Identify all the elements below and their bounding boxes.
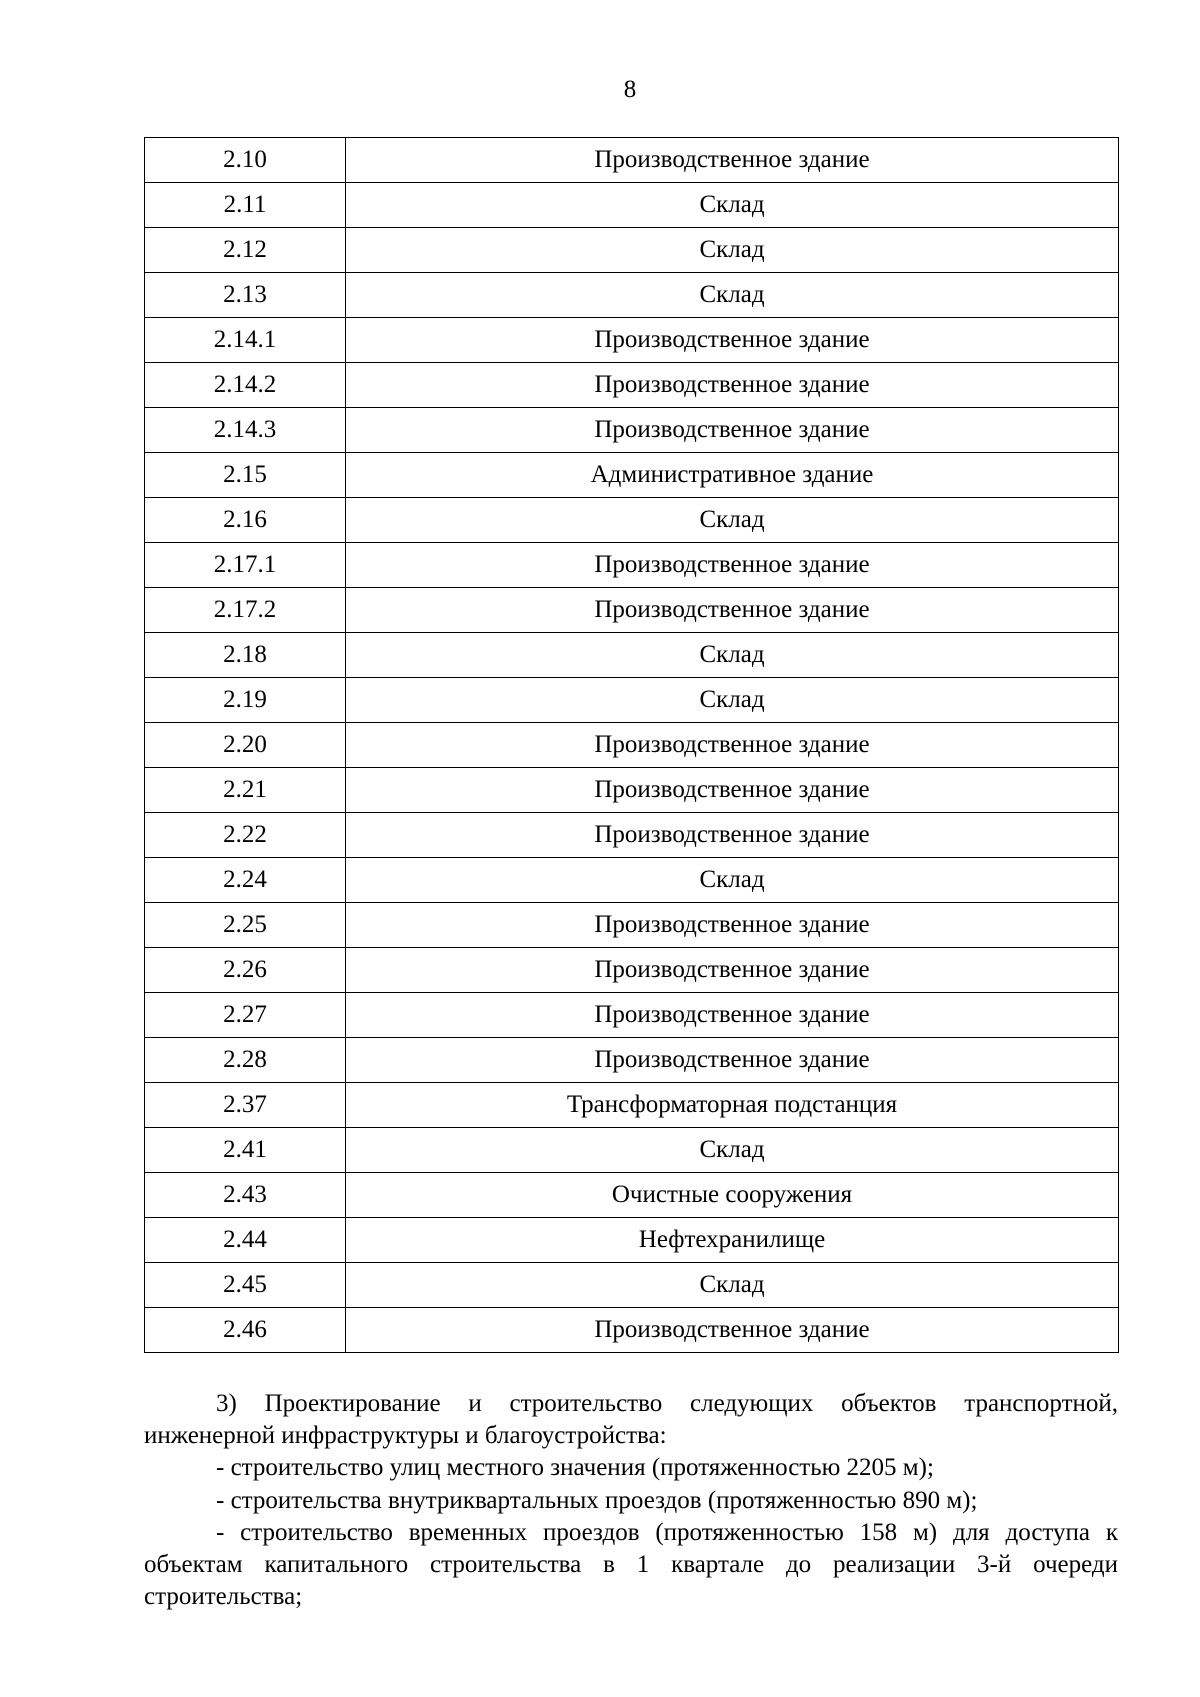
object-number-cell: 2.28: [145, 1038, 346, 1083]
table-row: [145, 138, 1119, 183]
table-row: [145, 273, 1119, 318]
table-row: [145, 1308, 1119, 1353]
object-name-cell: Производственное здание: [346, 723, 1119, 768]
object-name-cell: Производственное здание: [346, 318, 1119, 363]
object-number-cell: 2.11: [145, 183, 346, 228]
object-number-cell: 2.37: [145, 1083, 346, 1128]
object-number-cell: 2.45: [145, 1263, 346, 1308]
object-name-cell: Производственное здание: [346, 1038, 1119, 1083]
table-row: [145, 723, 1119, 768]
object-name-cell: Производственное здание: [346, 408, 1119, 453]
object-name-cell: Производственное здание: [346, 813, 1119, 858]
object-name-cell: Очистные сооружения: [346, 1173, 1119, 1218]
object-number-cell: 2.44: [145, 1218, 346, 1263]
table-row: [145, 408, 1119, 453]
table-row: [145, 1038, 1119, 1083]
object-number-cell: 2.17.1: [145, 543, 346, 588]
object-number-cell: 2.46: [145, 1308, 346, 1353]
object-name-cell: Производственное здание: [346, 138, 1119, 183]
object-name-cell: Склад: [346, 273, 1119, 318]
table-row: [145, 858, 1119, 903]
page-number: 8: [623, 76, 637, 103]
list-item-inner-passages: - строительства внутриквартальных проездов (протяженностью 890 м);: [216, 1486, 978, 1514]
object-number-cell: 2.25: [145, 903, 346, 948]
object-number-cell: 2.20: [145, 723, 346, 768]
table-row: [145, 1128, 1119, 1173]
object-name-cell: Производственное здание: [346, 948, 1119, 993]
object-number-cell: 2.26: [145, 948, 346, 993]
table-row: [145, 813, 1119, 858]
object-number-cell: 2.43: [145, 1173, 346, 1218]
object-name-cell: Нефтехранилище: [346, 1218, 1119, 1263]
table-row: [145, 678, 1119, 723]
object-name-cell: Склад: [346, 498, 1119, 543]
object-number-cell: 2.22: [145, 813, 346, 858]
objects-table: [144, 137, 1119, 1353]
object-number-cell: 2.14.3: [145, 408, 346, 453]
table-row: [145, 183, 1119, 228]
object-number-cell: 2.17.2: [145, 588, 346, 633]
object-number-cell: 2.14.1: [145, 318, 346, 363]
object-name-cell: Производственное здание: [346, 543, 1119, 588]
object-number-cell: 2.18: [145, 633, 346, 678]
object-name-cell: Склад: [346, 678, 1119, 723]
object-number-cell: 2.15: [145, 453, 346, 498]
object-name-cell: Производственное здание: [346, 768, 1119, 813]
object-number-cell: 2.27: [145, 993, 346, 1038]
object-number-cell: 2.14.2: [145, 363, 346, 408]
table-row: [145, 1218, 1119, 1263]
table-row: [145, 453, 1119, 498]
table-row: [145, 948, 1119, 993]
object-number-cell: 2.19: [145, 678, 346, 723]
object-name-cell: Трансформаторная подстанция: [346, 1083, 1119, 1128]
object-number-cell: 2.12: [145, 228, 346, 273]
object-name-cell: Производственное здание: [346, 363, 1119, 408]
object-number-cell: 2.21: [145, 768, 346, 813]
table-row: [145, 1173, 1119, 1218]
list-item-streets: - строительство улиц местного значения (протяженностью 2205 м);: [216, 1454, 934, 1482]
object-number-cell: 2.41: [145, 1128, 346, 1173]
object-name-cell: Склад: [346, 183, 1119, 228]
object-name-cell: Склад: [346, 858, 1119, 903]
object-number-cell: 2.16: [145, 498, 346, 543]
list-item-temporary-passages: - строительство временных проездов (протяженностью 158 м) для доступа к объектам капитального строительства в 1 квартале до реализации 3-й очереди строительства;: [144, 1518, 1118, 1611]
paragraph-3: 3) Проектирование и строительство следующих объектов транспортной, инженерной инфраструктуры и благоустройства:: [144, 1390, 1118, 1450]
object-name-cell: Производственное здание: [346, 1308, 1119, 1353]
table-row: [145, 588, 1119, 633]
object-name-cell: Склад: [346, 1128, 1119, 1173]
text-block: [144, 1388, 1118, 1613]
object-name-cell: Склад: [346, 633, 1119, 678]
table-row: [145, 768, 1119, 813]
object-name-cell: Склад: [346, 228, 1119, 273]
table-row: [145, 1263, 1119, 1308]
object-name-cell: Производственное здание: [346, 993, 1119, 1038]
object-number-cell: 2.24: [145, 858, 346, 903]
object-number-cell: 2.13: [145, 273, 346, 318]
table-row: [145, 903, 1119, 948]
table-row: [145, 993, 1119, 1038]
objects-table-body: [145, 138, 1119, 1353]
object-name-cell: Административное здание: [346, 453, 1119, 498]
table-row: [145, 363, 1119, 408]
object-name-cell: Производственное здание: [346, 588, 1119, 633]
object-number-cell: 2.10: [145, 138, 346, 183]
table-row: [145, 543, 1119, 588]
object-name-cell: Склад: [346, 1263, 1119, 1308]
table-row: [145, 498, 1119, 543]
table-row: [145, 1083, 1119, 1128]
table-row: [145, 633, 1119, 678]
table-row: [145, 228, 1119, 273]
object-name-cell: Производственное здание: [346, 903, 1119, 948]
table-row: [145, 318, 1119, 363]
